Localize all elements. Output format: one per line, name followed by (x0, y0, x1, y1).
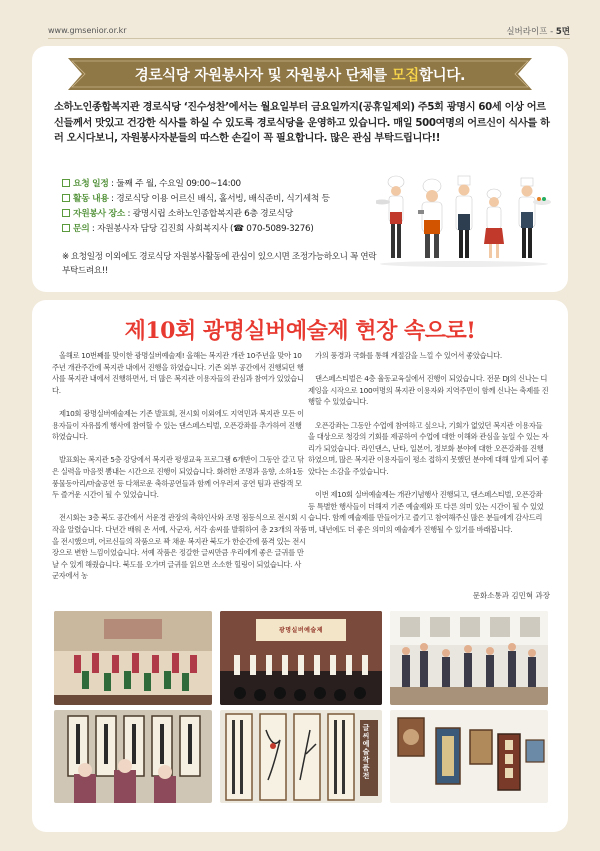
info-value: : 둘째 주 월, 수요일 09:00~14:00 (108, 179, 241, 189)
article-paragraph: 발표회는 복지관 5층 강당에서 복지관 평생교육 프로그램 6개반이 그동안 갈고 닦은 실력을 마음껏 뽐내는 시간으로 진행이 되었습니다. 화려한 조명과 음향, 소하1동 풍물동아리/마술공연 등 다채로운 축하공연들과 함께 어우러져 공연 팀과 관람객 모두 즐거운 시간이 될 수 있었습니다. (52, 455, 304, 500)
site-url[interactable]: www.gmsenior.or.kr (48, 26, 127, 35)
article-byline: 문화소통과 김민혁 과장 (472, 591, 550, 600)
checkbox-icon (62, 224, 70, 232)
note-mark: ※ (62, 252, 69, 262)
article-right-column (308, 350, 549, 547)
recruit-note (62, 250, 382, 278)
info-item-place (62, 207, 372, 222)
recruit-info-list (62, 177, 372, 237)
scroll-caption: 글씨예술작품전 (362, 724, 370, 780)
info-value: : 경로식당 이용 어르신 배식, 홀서빙, 배식준비, 식기세척 등 (108, 194, 330, 204)
page-header (0, 0, 600, 37)
recruit-title-highlight: 모집 (391, 68, 419, 84)
info-item-activity (62, 192, 372, 207)
checkbox-icon (62, 194, 70, 202)
section-name: 실버라이프 (506, 27, 548, 37)
info-label: 문의 (73, 224, 90, 234)
article-paragraph: 가의 풍경과 국화를 통해 계절감을 느낄 수 있어서 좋았습니다. (315, 351, 502, 360)
photo-dance-festival (390, 611, 548, 705)
article-paragraph: 오픈강좌는 그동안 수업에 참여하고 싶으나, 기회가 없었던 복지관 이용자들을 대상으로 청강의 기회를 제공하여 수업에 대한 이해와 관심을 높일 수 있는 자리가 되었습니다. 라인댄스, 난타, 일본어, 정보화 분야에 대한 오픈강좌를 진행하였으며, 많은 복지관 이용자들이 평소 접하지 못했던 분야에 대해 알게 되어 좋았다는 소감을 주었습니다. (308, 420, 549, 476)
photo-line-dance (54, 611, 212, 705)
info-label: 활동 내용 (73, 194, 109, 204)
recruit-title-suffix: 합니다. (418, 68, 466, 84)
article-paragraph: 전시회는 3층 북도 공간에서 서운경 관장의 축하인사와 조명 점등식으로 전시회 시작을 알렸습니다. 다년간 배워 온 서예, 사군자, 서각 솜씨를 발휘하여 총 23개의 작품을 전시했으며, 어르신들의 작품으로 꽉 채운 복지관 북도가 한순간에 품격 있는 전시장으로 변한 느낌이었습니다. 서예 작품은 정갈한 글씨만큼 우리에게 좋은 글귀를 만날 수 있게 해줬습니다. 북도를 오가며 글귀를 읽으면 소소한 힐링이 되었습니다. 사군자에서 농 (52, 513, 307, 581)
page-label-separator: - (547, 27, 556, 37)
checkbox-icon (62, 179, 70, 187)
info-label: 요청 일정 (73, 179, 109, 189)
info-item-schedule (62, 177, 372, 192)
page-number: 5면 (555, 27, 570, 37)
info-value: : 광명시립 소하노인종합복지관 6층 경로식당 (124, 209, 293, 219)
article-left-column (52, 350, 307, 593)
article-paragraph: 제10회 광명실버예술제는 기존 발표회, 전시회 이외에도 지역민과 복지관 모든 이용자들이 자유롭게 행사에 참여할 수 있는 댄스페스티벌, 오픈강좌를 추가하여 진행하였습니다. (52, 408, 304, 442)
note-text: 요청일정 이외에도 경로식당 자원봉사활동에 관심이 있으시면 조정가능하오니 꼭 연락 부탁드려요!! (62, 252, 377, 276)
stage-banner: 광명실버예술제 (278, 627, 324, 634)
recruit-intro: 소하노인종합복지관 경로식당 ‘진수성찬’에서는 월요일부터 금요일까지(공휴일제외) 주5회 광명시 60세 이상 어르신들께서 맛있고 건강한 식사를 하실 수 있도록 경로식당을 운영하고 있습니다. 매일 500여명의 어르신이 식사를 하러 오시다보니, 자원봉사자분들의 따스한 손길이 꼭 필요합니다. 많은 관심 부탁드립니다!! (54, 102, 550, 144)
article-paragraph: 댄스페스티벌은 4층 율동교육실에서 진행이 되었습니다. 전문 DJ의 신나는 디제잉을 시작으로 100여명의 복지관 이용자와 지역주민이 함께 신나는 축제를 진행할 수 있었습니다. (308, 374, 549, 407)
photo-calligraphy-viewers (54, 710, 212, 803)
info-item-contact (62, 222, 372, 237)
article-paragraph: 올해로 10번째를 맞이한 광명실버예술제! 올해는 복지관 개관 10주년을 맞아 10주년 개관주간에 복지관 내에서 진행을 하였습니다. 기존 외부 공간에서 진행되던 행사를 복지관 내에서 진행하면서, 더 많은 복지관 이용자들의 관심과 참여가 있었습니다. (52, 351, 304, 395)
recruit-title-ribbon (68, 58, 532, 90)
info-label: 자원봉사 장소 (73, 209, 125, 219)
photo-wood-carvings (390, 710, 548, 803)
header-divider (48, 38, 570, 39)
recruit-title-prefix: 경로식당 자원봉사자 및 자원봉사 단체를 (134, 68, 392, 84)
page-label (506, 25, 570, 37)
festival-title: 제10회 광명실버예술제 현장 속으로! (124, 318, 476, 344)
recruit-title (68, 64, 532, 85)
chefs-illustration (376, 172, 552, 268)
photo-calligraphy-scrolls (220, 710, 382, 803)
info-value: : 자원봉사자 담당 김진희 사회복지사 (☎ 070-5089-3276) (89, 224, 314, 234)
article-paragraph: 이번 제10회 실버예술제는 개관기념행사 진행되고, 댄스페스티벌, 오픈강좌 등 특별한 행사들이 더해져 기존 예술제와 또 다른 의미 있는 시간이 될 수 있었습니다. 함께 예술제를 만들어가고 즐기고 참여해주신 많은 분들에게 감사드리며, 내년에도 더 좋은 의미의 예술제가 진행될 수 있기를 바래봅니다. (308, 490, 544, 534)
photo-stage-performance (220, 611, 382, 705)
checkbox-icon (62, 209, 70, 217)
